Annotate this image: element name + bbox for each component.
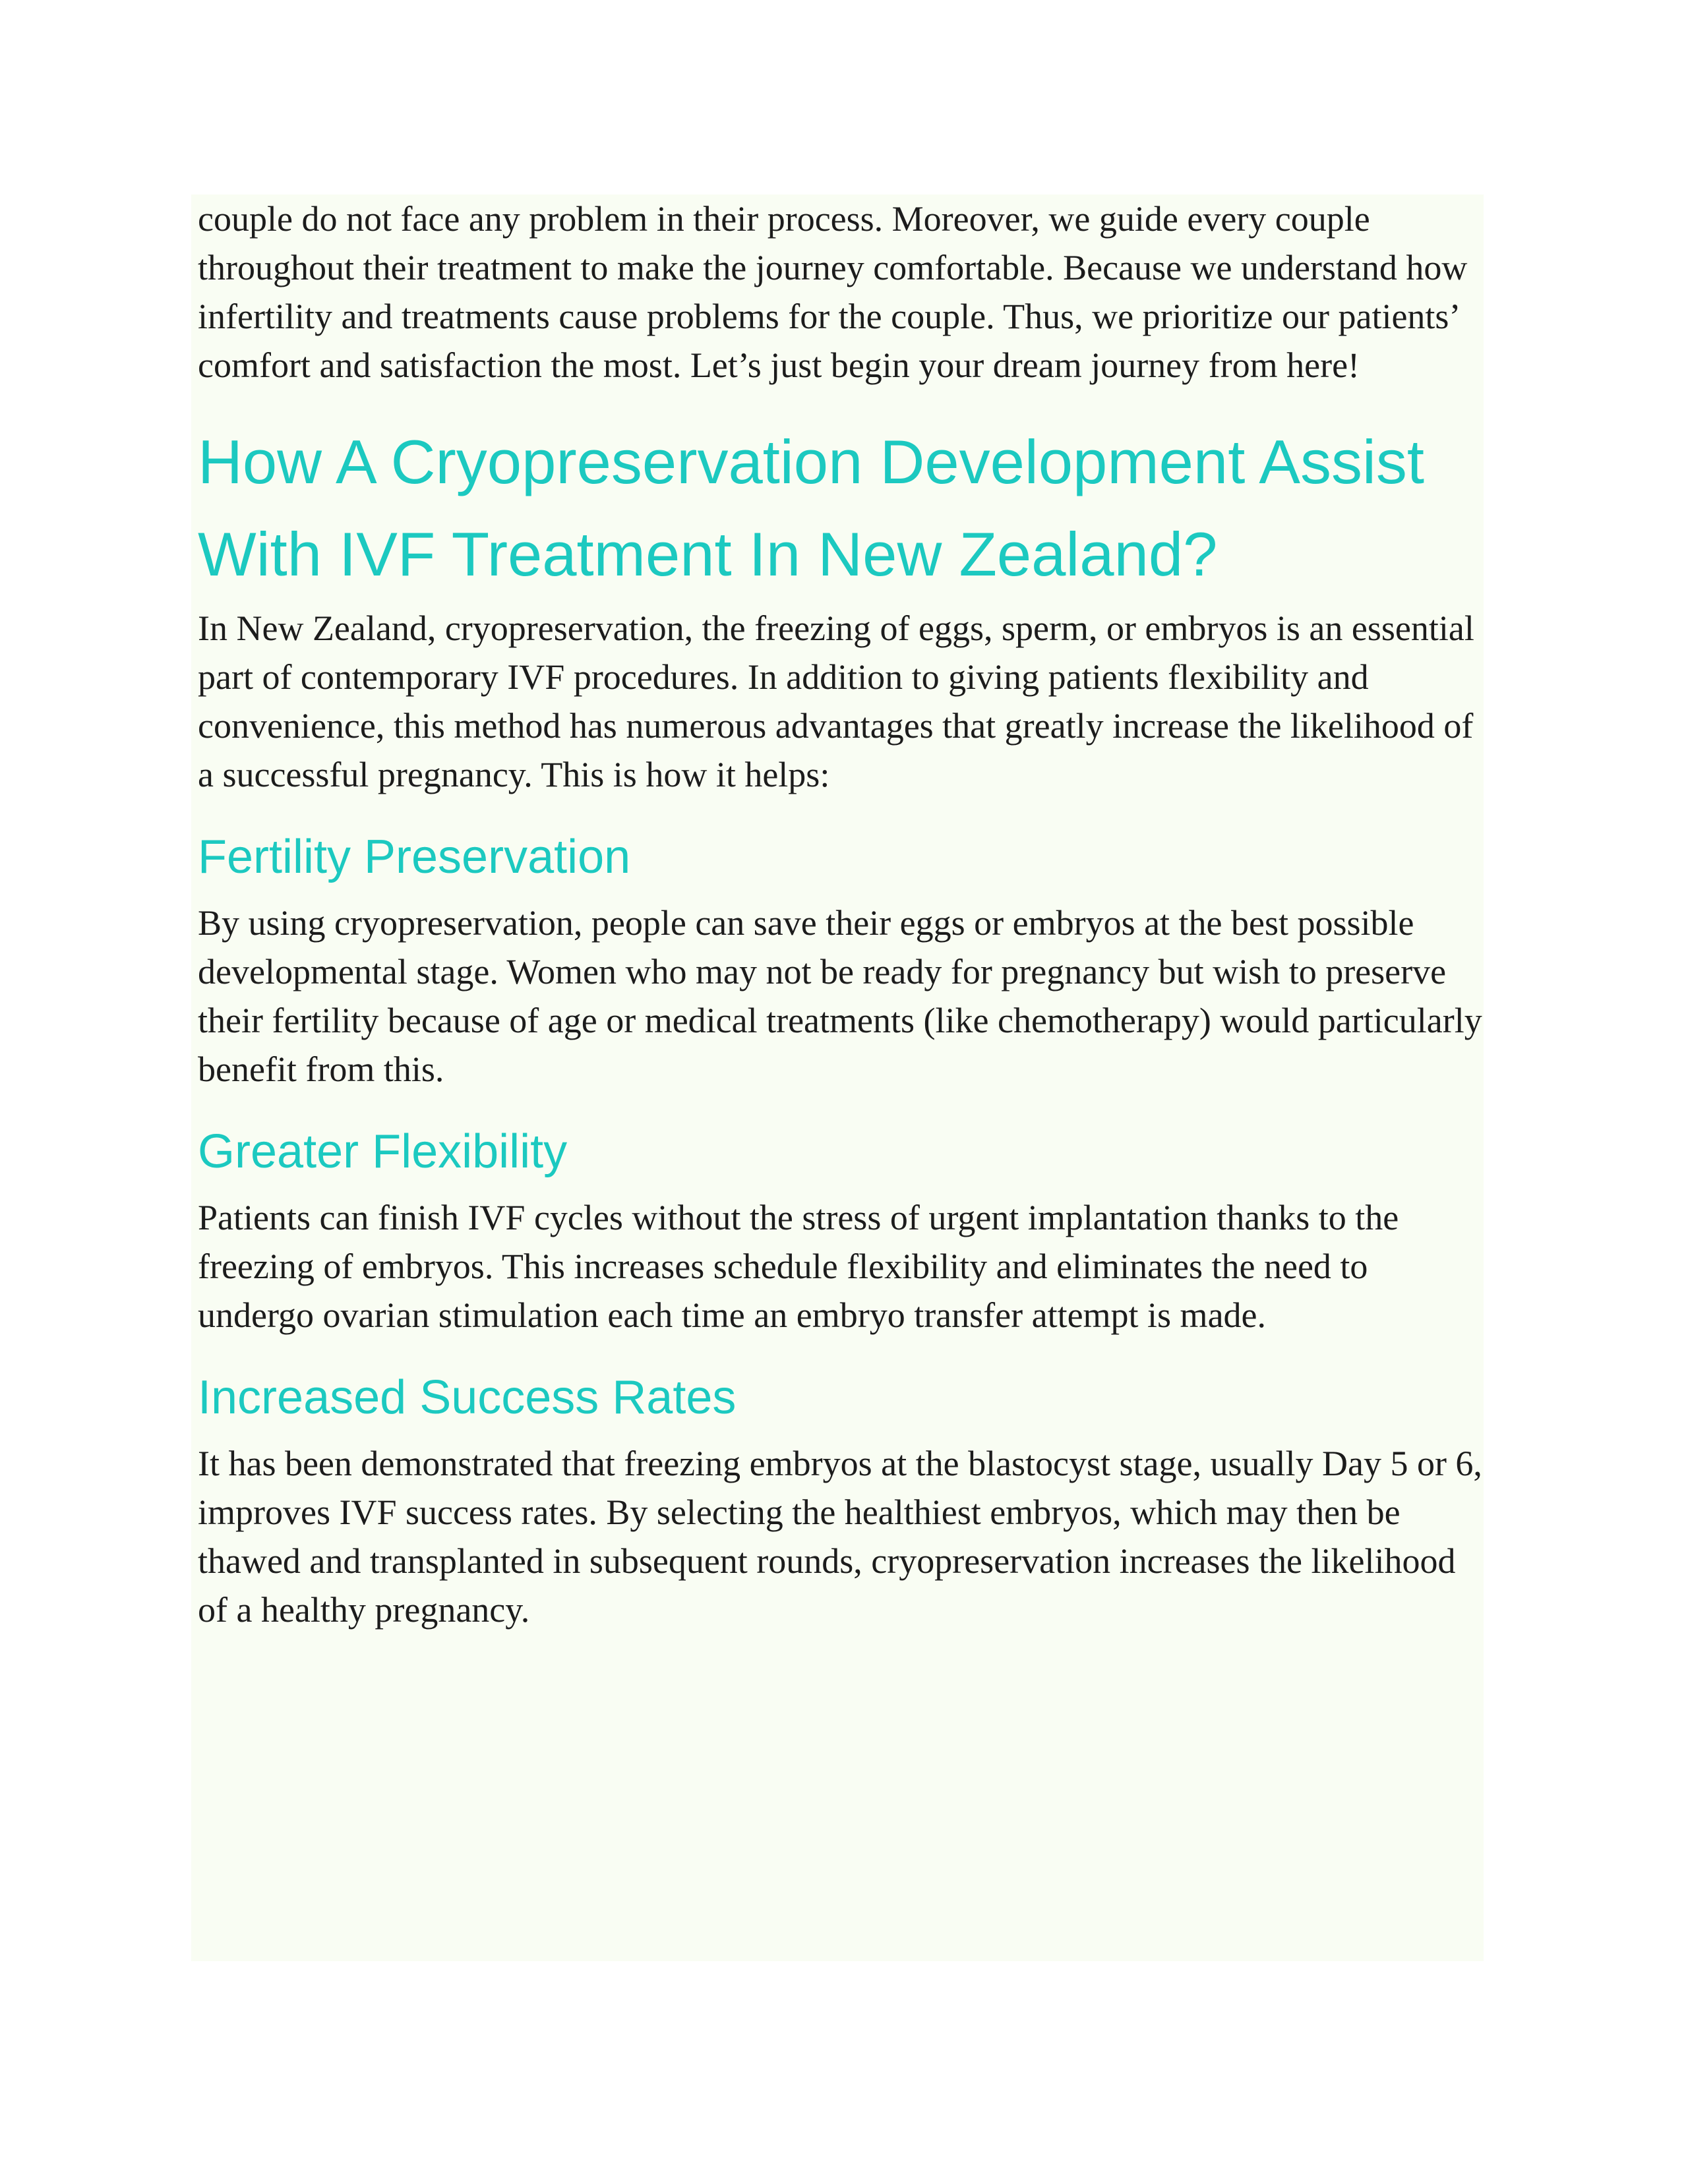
section-heading-greater-flexibility: Greater Flexibility xyxy=(198,1125,568,1178)
section-heading-increased-success-rates: Increased Success Rates xyxy=(198,1371,737,1424)
main-paragraph: In New Zealand, cryopreservation, the freezing of eggs, sperm, or embryos is an essential part of contemporary IVF procedures. In addition to giving patients flexibility and convenience, this method has numerous advantages that greatly increase the likelihood of a successful pregnancy. This is how it helps: xyxy=(198,608,1474,794)
section-paragraph-greater-flexibility: Patients can finish IVF cycles without the stress of urgent implantation thanks to the freezing of embryos. This increases schedule flexibility and eliminates the need to undergo ovarian stimulation each time an embryo transfer attempt is made. xyxy=(198,1198,1399,1335)
article-content-block xyxy=(191,194,1484,1961)
intro-paragraph: couple do not face any problem in their process. Moreover, we guide every couple throughout their treatment to make the journey comfortable. Because we understand how infertility and treatments cause problems for the couple. Thus, we prioritize our patients’ comfort and satisfaction the most. Let’s just begin your dream journey from here! xyxy=(198,199,1468,385)
article-body xyxy=(198,194,1484,1634)
section-paragraph-fertility-preservation: By using cryopreservation, people can save their eggs or embryos at the best possible developmental stage. Women who may not be ready for pregnancy but wish to preserve their fertility because of age or medical treatments (like chemotherapy) would particularly benefit from this. xyxy=(198,903,1482,1089)
section-heading-fertility-preservation: Fertility Preservation xyxy=(198,831,631,883)
section-paragraph-increased-success-rates: It has been demonstrated that freezing embryos at the blastocyst stage, usually Day 5 or 6, improves IVF success rates. By selecting the healthiest embryos, which may then be thawed and transplanted in subsequent rounds, cryopreservation increases the likelihood of a healthy pregnancy. xyxy=(198,1444,1482,1630)
main-heading: How A Cryopreservation Development Assist With IVF Treatment In New Zealand? xyxy=(198,427,1424,589)
